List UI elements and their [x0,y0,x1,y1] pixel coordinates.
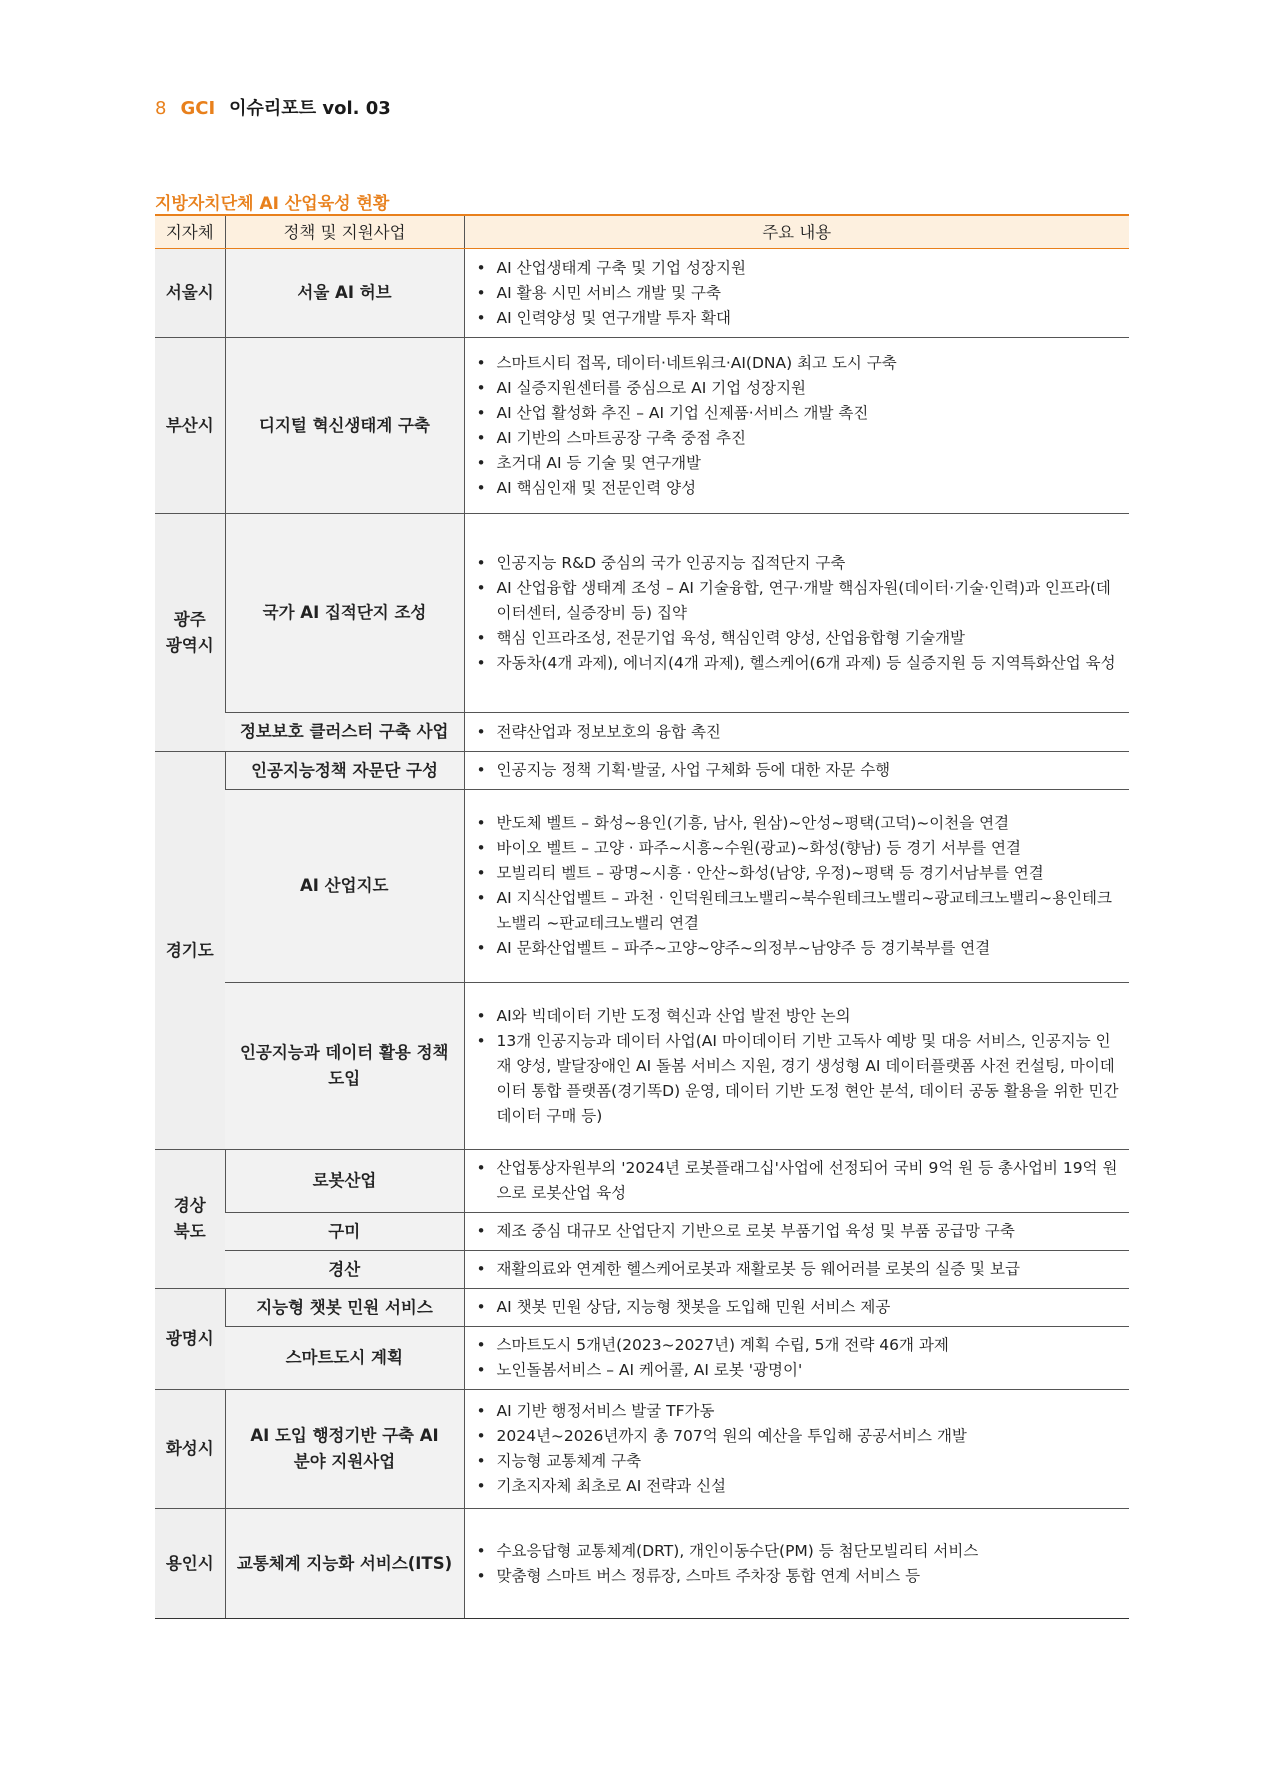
page-number: 8 [155,98,167,119]
content-cell [464,1150,1129,1213]
table-row [155,752,1129,790]
policy-cell: 스마트도시 계획 [225,1327,464,1390]
region-cell: 광명시 [155,1289,225,1390]
region-cell: 용인시 [155,1509,225,1619]
content-item: • 인공지능 정책 기획·발굴, 사업 구체화 등에 대한 자문 수행 [475,758,1122,783]
content-item: • AI 산업 활성화 추진 – AI 기업 신제품·서비스 개발 촉진 [475,401,1122,426]
table-row [155,249,1129,338]
content-item: • 전략산업과 정보보호의 융합 촉진 [475,720,1122,745]
content-item: • AI 지식산업벨트 – 과천 · 인덕원테크노밸리~북수원테크노밸리~광교테크노밸리~용인테크노밸리 ~판교테크노밸리 연결 [475,886,1122,936]
content-item: • 반도체 벨트 – 화성~용인(기흥, 남사, 원삼)~안성~평택(고덕)~이천을 연결 [475,811,1122,836]
content-item: • AI 산업융합 생태계 조성 – AI 기술융합, 연구·개발 핵심자원(데이터·기술·인력)과 인프라(데이터센터, 실증장비 등) 집약 [475,576,1122,626]
table-row [155,713,1129,752]
column-header-content: 주요 내용 [464,215,1129,249]
table-row [155,1150,1129,1213]
table-row [155,514,1129,713]
policy-cell: 인공지능과 데이터 활용 정책 도입 [225,983,464,1150]
header-row [155,215,1129,249]
content-cell [464,1251,1129,1289]
region-cell: 화성시 [155,1390,225,1509]
page-header [155,94,391,120]
content-item: • 인공지능 R&D 중심의 국가 인공지능 집적단지 구축 [475,551,1122,576]
content-item: • 초거대 AI 등 기술 및 연구개발 [475,451,1122,476]
policy-cell: 로봇산업 [225,1150,464,1213]
region-cell: 경기도 [155,752,225,1150]
content-item: • 지능형 교통체계 구축 [475,1449,1122,1474]
region-cell: 서울시 [155,249,225,338]
table-row [155,1213,1129,1251]
content-item: • 노인돌봄서비스 – AI 케어콜, AI 로봇 '광명이' [475,1358,1122,1383]
content-item: • AI 문화산업벨트 – 파주~고양~양주~의정부~남양주 등 경기북부를 연결 [475,936,1122,961]
content-cell [464,514,1129,713]
content-cell [464,983,1129,1150]
policy-cell: 서울 AI 허브 [225,249,464,338]
content-item: • AI 산업생태계 구축 및 기업 성장지원 [475,256,1122,281]
content-cell [464,249,1129,338]
policy-cell [225,1390,464,1509]
table-title: 지방자치단체 AI 산업육성 현황 [155,194,390,214]
policy-table [155,214,1129,1619]
report-title: 이슈리포트 vol. 03 [229,98,391,119]
content-item: • AI와 빅데이터 기반 도정 혁신과 산업 발전 방안 논의 [475,1004,1122,1029]
table-row [155,1390,1129,1509]
content-cell [464,1390,1129,1509]
content-cell [464,1509,1129,1619]
content-item: • 핵심 인프라조성, 전문기업 육성, 핵심인력 양성, 산업융합형 기술개발 [475,626,1122,651]
content-item: • 재활의료와 연계한 헬스케어로봇과 재활로봇 등 웨어러블 로봇의 실증 및 보급 [475,1257,1122,1282]
region-cell [155,514,225,752]
region-label: 광주 광역시 [165,609,214,655]
content-item: • 스마트시티 접목, 데이터·네트워크·AI(DNA) 최고 도시 구축 [475,351,1122,376]
region-cell [155,1150,225,1289]
table-row [155,983,1129,1150]
content-item: • 모빌리티 벨트 – 광명~시흥 · 안산~화성(남양, 우정)~평택 등 경기서남부를 연결 [475,861,1122,886]
policy-cell: 경산 [225,1251,464,1289]
policy-cell: 인공지능정책 자문단 구성 [225,752,464,790]
policy-cell: AI 산업지도 [225,790,464,983]
content-item: • 맞춤형 스마트 버스 정류장, 스마트 주차장 통합 연계 서비스 등 [475,1564,1122,1589]
content-item: • AI 실증지원센터를 중심으로 AI 기업 성장지원 [475,376,1122,401]
brand-name: GCI [180,98,216,119]
content-item: • 스마트도시 5개년(2023~2027년) 계획 수립, 5개 전략 46개 과제 [475,1333,1122,1358]
table-row [155,1289,1129,1327]
content-item: • 13개 인공지능과 데이터 사업(AI 마이데이터 기반 고독사 예방 및 대응 서비스, 인공지능 인재 양성, 발달장애인 AI 돌봄 서비스 지원, 경기 생성형 AI 데이터플랫폼 사전 컨설팅, 마이데이터 통합 플랫폼(경기똑D) 운영, 데이터 기반 도정 현안 분석, 데이터 공동 활용을 위한 민간데이터 구매 등) [475,1029,1122,1129]
content-item: • AI 챗봇 민원 상담, 지능형 챗봇을 도입해 민원 서비스 제공 [475,1295,1122,1320]
table-row [155,1327,1129,1390]
content-item: • AI 핵심인재 및 전문인력 양성 [475,476,1122,501]
content-cell [464,1213,1129,1251]
policy-cell: 교통체계 지능화 서비스(ITS) [225,1509,464,1619]
content-cell [464,790,1129,983]
content-item: • 자동차(4개 과제), 에너지(4개 과제), 헬스케어(6개 과제) 등 실증지원 등 지역특화산업 육성 [475,651,1122,676]
content-item: • 제조 중심 대규모 산업단지 기반으로 로봇 부품기업 육성 및 부품 공급망 구축 [475,1219,1122,1244]
content-item: • 기초지자체 최초로 AI 전략과 신설 [475,1474,1122,1499]
content-item: • AI 기반의 스마트공장 구축 중점 추진 [475,426,1122,451]
table-row [155,790,1129,983]
content-item: • AI 인력양성 및 연구개발 투자 확대 [475,306,1122,331]
content-item: • 바이오 벨트 – 고양 · 파주~시흥~수원(광교)~화성(향남) 등 경기 서부를 연결 [475,836,1122,861]
content-cell [464,752,1129,790]
table-row [155,1509,1129,1619]
column-header-region: 지자체 [155,215,225,249]
content-cell [464,1289,1129,1327]
content-item: • 수요응답형 교통체계(DRT), 개인이동수단(PM) 등 첨단모빌리티 서비스 [475,1539,1122,1564]
content-cell [464,338,1129,514]
column-header-policy: 정책 및 지원사업 [225,215,464,249]
content-item: • AI 활용 시민 서비스 개발 및 구축 [475,281,1122,306]
policy-cell: 정보보호 클러스터 구축 사업 [225,713,464,752]
policy-cell: 디지털 혁신생태계 구축 [225,338,464,514]
table-row [155,338,1129,514]
policy-label: AI 도입 행정기반 구축 AI 분야 지원사업 [250,1426,439,1471]
policy-cell: 구미 [225,1213,464,1251]
policy-cell: 국가 AI 집적단지 조성 [225,514,464,713]
policy-cell: 지능형 챗봇 민원 서비스 [225,1289,464,1327]
region-label: 경상 북도 [173,1196,206,1241]
content-item: • 2024년~2026년까지 총 707억 원의 예산을 투입해 공공서비스 개발 [475,1424,1122,1449]
region-cell: 부산시 [155,338,225,514]
content-item: • 산업통상자원부의 '2024년 로봇플래그십'사업에 선정되어 국비 9억 원 등 총사업비 19억 원으로 로봇산업 육성 [475,1156,1122,1206]
table-row [155,1251,1129,1289]
content-item: • AI 기반 행정서비스 발굴 TF가동 [475,1399,1122,1424]
content-cell [464,1327,1129,1390]
content-cell [464,713,1129,752]
